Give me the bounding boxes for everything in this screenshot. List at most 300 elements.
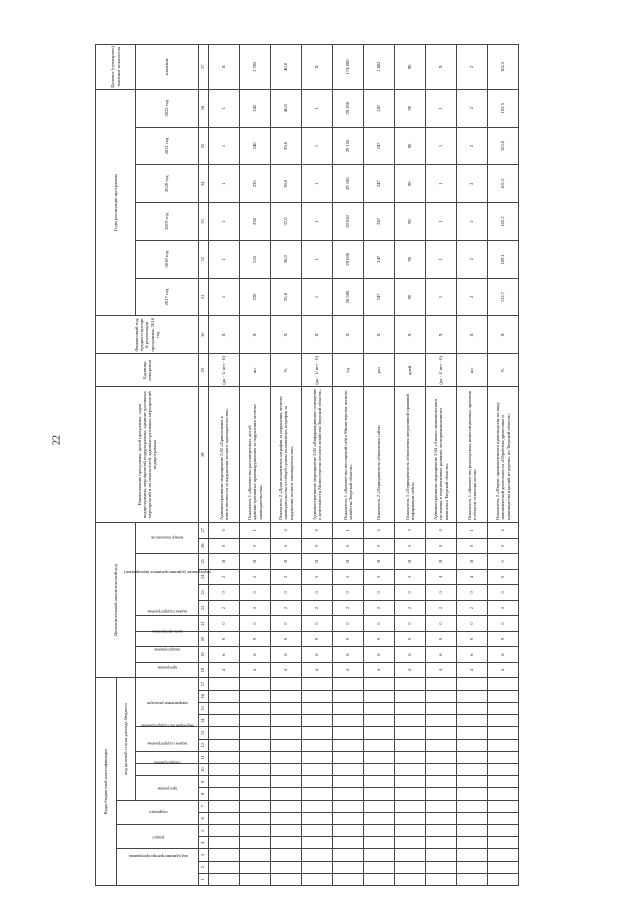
code-cell [302, 751, 333, 763]
code-cell [209, 849, 240, 861]
code-cell [488, 739, 519, 751]
code-cell [240, 776, 271, 788]
code-cell: 6 [209, 647, 240, 663]
code-cell: 4 [209, 662, 240, 678]
code-cell [333, 800, 364, 812]
code-cell: 2 [426, 600, 457, 616]
column-number: 6 [199, 812, 209, 824]
rotated-table-container [95, 44, 605, 886]
code-cell [426, 751, 457, 763]
program-table [95, 44, 519, 886]
code-cell: Я [209, 554, 240, 570]
code-cell: 0 [271, 616, 302, 632]
code-cell [364, 702, 395, 714]
code-cell: 0 [302, 616, 333, 632]
code-cell [302, 739, 333, 751]
code-cell [488, 776, 519, 788]
table-body [209, 45, 519, 886]
code-cell [333, 739, 364, 751]
table-row [209, 45, 240, 886]
fin-year-cell: Х [240, 316, 271, 354]
code-cell: 1 [240, 522, 271, 538]
code-cell: Я [271, 554, 302, 570]
code-cell [364, 873, 395, 885]
code-cell [209, 739, 240, 751]
code-cell [426, 690, 457, 702]
code-cell [302, 690, 333, 702]
target-value-cell: 1 482 [364, 45, 395, 90]
code-cell [457, 690, 488, 702]
code-cell: Я [364, 554, 395, 570]
code-cell: 4 [240, 662, 271, 678]
code-cell [333, 715, 364, 727]
code-cell [209, 788, 240, 800]
code-cell [457, 702, 488, 714]
column-number: 4 [199, 837, 209, 849]
year-value-cell: 1 [302, 89, 333, 127]
year-value-cell: 102,5 [488, 89, 519, 127]
code-cell [488, 824, 519, 836]
code-cell: 0 [426, 522, 457, 538]
code-cell [240, 715, 271, 727]
fin-year-cell: Х [426, 316, 457, 354]
column-number: 34 [199, 165, 209, 203]
name-header: Наименование программы, целей программы, задач подпрограммы, мероприятий подпрограммы, административных мероприятий и их показателей, административных мероприятий подпрограммы [96, 387, 199, 523]
year-value-cell: 1 [426, 203, 457, 241]
year-value-cell: 1 [209, 127, 240, 165]
code-cell [302, 873, 333, 885]
code-cell [333, 690, 364, 702]
code-cell: Я [426, 554, 457, 570]
code-cell: 2 [395, 600, 426, 616]
code-cell: 0 [271, 538, 302, 554]
page-number: 22 [51, 435, 63, 445]
column-number: 30 [199, 316, 209, 354]
code-cell [457, 727, 488, 739]
code-cell [364, 800, 395, 812]
table-row [302, 45, 333, 886]
code-cell [364, 824, 395, 836]
code-cell: 0 [457, 616, 488, 632]
year-value-cell: 29 100 [333, 165, 364, 203]
code-cell [457, 812, 488, 824]
code-cell [240, 788, 271, 800]
year-2022-header: 2022 год [136, 89, 199, 127]
target-value-cell: 40,0 [271, 45, 302, 90]
code-cell [395, 776, 426, 788]
code-cell [426, 702, 457, 714]
column-number: 15 [199, 702, 209, 714]
code-cell [271, 873, 302, 885]
code-cell [364, 763, 395, 775]
year-value-cell: 39,0 [271, 127, 302, 165]
target-value-cell: Х [209, 45, 240, 90]
program-code-header: программа [136, 662, 199, 678]
code-cell [271, 690, 302, 702]
column-number: 23 [199, 585, 209, 601]
code-cell [302, 861, 333, 873]
code-cell: 2 [364, 600, 395, 616]
code-cell [488, 800, 519, 812]
year-value-cell: 29 200 [333, 89, 364, 127]
code-cell [240, 763, 271, 775]
code-cell [302, 837, 333, 849]
task-code-header: задача подпрограммы [136, 616, 199, 632]
code-cell: 6 [333, 647, 364, 663]
target-value-cell: Х [302, 45, 333, 90]
column-number: 24 [199, 569, 209, 585]
code-cell [426, 824, 457, 836]
code-cell: 2 [488, 600, 519, 616]
code-cell: 0 [457, 585, 488, 601]
code-cell: 4 [395, 662, 426, 678]
year-value-cell: 28 500 [333, 278, 364, 316]
code-cell: 2 [364, 522, 395, 538]
year-value-cell: 235 [240, 165, 271, 203]
year-value-cell: 29 050 [333, 203, 364, 241]
unit-cell: (да - 1/ нет - 0) [426, 354, 457, 387]
year-value-cell: 230 [240, 203, 271, 241]
code-cell [395, 812, 426, 824]
unit-cell: (да - 1/ нет - 0) [302, 354, 333, 387]
code-cell: 4 [426, 662, 457, 678]
table-row [333, 45, 364, 886]
year-value-cell: 90 [395, 203, 426, 241]
code-cell [488, 812, 519, 824]
year-value-cell: 247 [364, 127, 395, 165]
code-cell [426, 776, 457, 788]
column-number: 20 [199, 631, 209, 647]
column-number: 29 [199, 354, 209, 387]
code-cell: 0 [333, 585, 364, 601]
code-cell [364, 739, 395, 751]
target-value-cell: 174 000 [333, 45, 364, 90]
code-cell [209, 678, 240, 690]
code-cell [209, 751, 240, 763]
code-cell [395, 837, 426, 849]
code-cell: 0 [395, 585, 426, 601]
direction-header: направление расходов [136, 678, 199, 727]
year-value-cell: 2 [457, 240, 488, 278]
column-number: 26 [199, 538, 209, 554]
year-value-cell: 1 [209, 89, 240, 127]
code-cell: 2 [488, 522, 519, 538]
code-cell [209, 873, 240, 885]
code-cell [488, 690, 519, 702]
code-cell: 6 [364, 647, 395, 663]
code-cell: 1 [333, 522, 364, 538]
target-value-header: значение [136, 45, 199, 90]
year-2019-header: 2019 год [136, 203, 199, 241]
subsection-header: подраздел [117, 800, 199, 824]
code-cell [488, 873, 519, 885]
column-number: 11 [199, 751, 209, 763]
table-row [364, 45, 395, 886]
event-sub-header: мероприятие подпрограммы [136, 727, 199, 751]
year-value-cell: 247 [364, 203, 395, 241]
row-name: Административное мероприятие 2.02 «Привлечение к ответственности за нарушения лесного законодательства» [209, 387, 240, 523]
year-value-cell: 1 [426, 165, 457, 203]
subprogram-header: подпрограмма [136, 763, 199, 775]
year-value-cell: 105,2 [488, 203, 519, 241]
column-number: 19 [199, 647, 209, 663]
code-cell: 3 [333, 569, 364, 585]
admin-code-header: код администратора программы [117, 849, 199, 886]
code-cell: 0 [333, 616, 364, 632]
code-cell [302, 776, 333, 788]
year-value-cell: 101,5 [488, 165, 519, 203]
code-cell: 9 [395, 631, 426, 647]
code-cell [488, 861, 519, 873]
code-cell [457, 837, 488, 849]
code-cell: 2 [271, 522, 302, 538]
code-cell: 0 [240, 538, 271, 554]
fin-year-cell: Х [333, 316, 364, 354]
year-value-cell: 38,0 [271, 165, 302, 203]
code-cell [395, 824, 426, 836]
code-cell [364, 751, 395, 763]
year-value-cell: 1 [426, 240, 457, 278]
code-cell [209, 837, 240, 849]
code-cell: 0 [364, 538, 395, 554]
code-cell [457, 678, 488, 690]
year-value-cell: 245 [240, 89, 271, 127]
code-cell [302, 824, 333, 836]
code-cell [426, 788, 457, 800]
code-cell: 6 [426, 647, 457, 663]
year-value-cell: 2 [457, 278, 488, 316]
code-cell: Я [333, 554, 364, 570]
code-cell: Я [302, 554, 333, 570]
code-cell [333, 824, 364, 836]
code-cell [240, 861, 271, 873]
column-number: 13 [199, 727, 209, 739]
code-cell [364, 812, 395, 824]
year-value-cell: 2 [457, 203, 488, 241]
code-cell [457, 873, 488, 885]
column-number: 37 [199, 45, 209, 90]
fin-year-cell: Х [209, 316, 240, 354]
code-cell [209, 702, 240, 714]
code-cell [457, 763, 488, 775]
code-cell: 0 [364, 585, 395, 601]
code-cell [302, 702, 333, 714]
fin-year-cell: Х [364, 316, 395, 354]
year-value-cell: 1 [302, 127, 333, 165]
code-cell [488, 837, 519, 849]
code-cell: 6 [302, 647, 333, 663]
code-cell [488, 727, 519, 739]
code-cell: 2 [271, 569, 302, 585]
code-cell [271, 763, 302, 775]
code-cell [333, 727, 364, 739]
code-cell [209, 690, 240, 702]
code-cell: 3 [364, 569, 395, 585]
code-cell [271, 861, 302, 873]
code-cell [240, 812, 271, 824]
code-cell [240, 837, 271, 849]
task-sub-header: задача подпрограммы [136, 751, 199, 763]
code-cell [488, 678, 519, 690]
code-cell: 0 [488, 538, 519, 554]
column-number: 21 [199, 616, 209, 632]
code-cell [271, 824, 302, 836]
year-value-cell: 1 [209, 240, 240, 278]
code-cell [209, 861, 240, 873]
program-header: программа [136, 776, 199, 800]
code-cell: 4 [333, 662, 364, 678]
year-value-cell: 90 [395, 278, 426, 316]
years-group-header: Годы реализации программы [96, 89, 136, 316]
column-number: 2 [199, 861, 209, 873]
code-cell: 0 [488, 569, 519, 585]
code-cell [488, 751, 519, 763]
year-value-cell: 102,0 [488, 127, 519, 165]
code-cell [426, 837, 457, 849]
code-cell: 4 [488, 662, 519, 678]
code-cell [364, 861, 395, 873]
year-value-cell: 112,7 [488, 278, 519, 316]
year-2021-header: 2021 год [136, 127, 199, 165]
year-value-cell: 1 [426, 278, 457, 316]
code-cell: 9 [426, 631, 457, 647]
code-cell [302, 715, 333, 727]
code-cell: 2 [209, 569, 240, 585]
year-value-cell: 2 [457, 127, 488, 165]
row-name: Показатель 3 «Периодичность обновления оперативной правовой информации сайта» [395, 387, 426, 523]
code-cell: 6 [488, 647, 519, 663]
year-value-cell: 109,1 [488, 240, 519, 278]
code-cell: 9 [488, 631, 519, 647]
code-cell: 4 [426, 569, 457, 585]
code-cell [240, 678, 271, 690]
code-cell [488, 763, 519, 775]
year-value-cell: 90 [395, 165, 426, 203]
code-cell: 2 [271, 600, 302, 616]
code-cell [395, 678, 426, 690]
unit-cell: шт [240, 354, 271, 387]
code-cell: 0 [426, 585, 457, 601]
column-number: 16 [199, 690, 209, 702]
target-value-cell: Х [426, 45, 457, 90]
code-cell [271, 702, 302, 714]
column-number: 36 [199, 89, 209, 127]
code-cell [271, 849, 302, 861]
unit-cell: шт [457, 354, 488, 387]
code-cell [209, 763, 240, 775]
year-value-cell: 37,0 [271, 203, 302, 241]
code-cell [271, 800, 302, 812]
code-cell: 2 [240, 569, 271, 585]
column-number: 27 [199, 522, 209, 538]
code-cell [395, 690, 426, 702]
code-cell [395, 739, 426, 751]
code-cell: 4 [302, 662, 333, 678]
code-cell [364, 849, 395, 861]
code-cell [209, 727, 240, 739]
year-value-cell: 1 [209, 165, 240, 203]
year-2018-header: 2018 год [136, 240, 199, 278]
column-number: 3 [199, 849, 209, 861]
year-2020-header: 2020 год [136, 165, 199, 203]
row-name: Показатель 1 «Количество рассмотренных дел об административных правонарушениях за нарушения лесного законодательства» [240, 387, 271, 523]
fin-year-cell: Х [457, 316, 488, 354]
code-cell: 3 [302, 569, 333, 585]
fin-year-cell: Х [395, 316, 426, 354]
code-cell [426, 861, 457, 873]
code-cell: 0 [302, 522, 333, 538]
row-name: Показатель 2 «Доля оплаченных штрафов за нарушения лесного законодательства от общей суммы наложенных штрафов за нарушения лесного законодательства» [271, 387, 302, 523]
year-value-cell: 247 [364, 89, 395, 127]
year-value-cell: 220 [240, 278, 271, 316]
column-number: 25 [199, 554, 209, 570]
year-value-cell: 36,0 [271, 240, 302, 278]
code-cell [302, 812, 333, 824]
column-number: 10 [199, 763, 209, 775]
column-number-row [199, 45, 209, 886]
code-cell: 9 [302, 631, 333, 647]
fin-year-cell: Х [488, 316, 519, 354]
code-cell [302, 678, 333, 690]
column-number: 9 [199, 776, 209, 788]
code-cell [457, 849, 488, 861]
code-cell [271, 678, 302, 690]
code-cell: 2 [302, 600, 333, 616]
year-value-cell: 2 [457, 89, 488, 127]
code-cell: 0 [395, 538, 426, 554]
code-cell [426, 849, 457, 861]
extra-code-header: Дополнительный аналитический код [96, 522, 136, 677]
code-cell [457, 715, 488, 727]
code-cell [488, 788, 519, 800]
code-cell: 4 [457, 569, 488, 585]
code-cell: 6 [271, 647, 302, 663]
code-cell: 9 [240, 631, 271, 647]
code-cell: 9 [457, 631, 488, 647]
code-cell: 2 [209, 600, 240, 616]
column-number: 35 [199, 127, 209, 165]
code-cell [457, 788, 488, 800]
code-cell: 0 [271, 585, 302, 601]
code-cell [364, 788, 395, 800]
code-cell: 0 [488, 554, 519, 570]
code-cell [271, 812, 302, 824]
code-cell [395, 763, 426, 775]
table-row [240, 45, 271, 886]
code-cell: 0 [457, 538, 488, 554]
code-cell [426, 739, 457, 751]
target-article-header: код целевой статьи расхода бюджета [117, 678, 136, 800]
code-cell: 3 [395, 522, 426, 538]
column-number: 32 [199, 240, 209, 278]
code-cell: 0 [209, 616, 240, 632]
code-cell [457, 739, 488, 751]
code-cell: 4 [364, 662, 395, 678]
code-cell: 0 [426, 616, 457, 632]
table-row [426, 45, 457, 886]
code-cell [209, 800, 240, 812]
code-cell: 0 [209, 522, 240, 538]
code-cell: 9 [364, 631, 395, 647]
target-value-cell: 2 [457, 45, 488, 90]
code-cell: 0 [240, 585, 271, 601]
unit-cell: дней [395, 354, 426, 387]
code-cell: 0 [395, 616, 426, 632]
code-cell [302, 763, 333, 775]
code-cell [271, 739, 302, 751]
code-cell: 0 [209, 538, 240, 554]
code-cell [333, 751, 364, 763]
